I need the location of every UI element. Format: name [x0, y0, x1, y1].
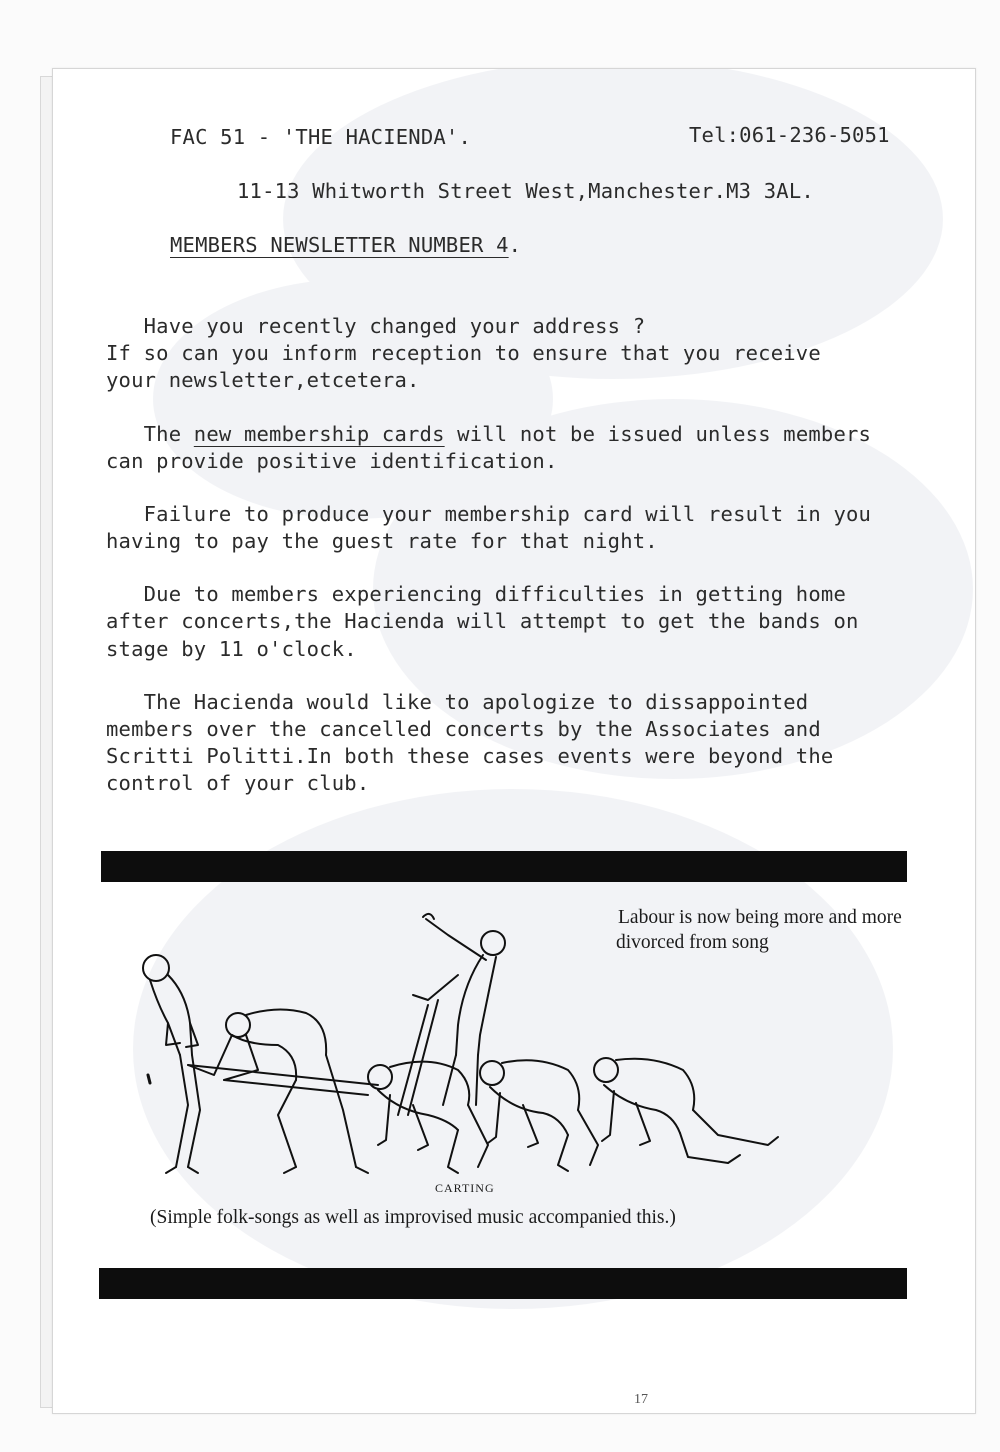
- figure-label: CARTING: [435, 1181, 495, 1195]
- new-membership-cards-phrase: new membership cards: [193, 422, 445, 446]
- newsletter-title-text: MEMBERS NEWSLETTER NUMBER 4: [170, 233, 509, 257]
- top-black-bar: [101, 851, 907, 882]
- header-telephone: Tel:061-236-5051: [689, 123, 890, 147]
- paragraph-2-rest: will not be issued unless members: [444, 422, 872, 446]
- paragraph-5-line-3: Scritti Politti.In both these cases events were beyond the: [106, 744, 834, 768]
- paragraph-3-line-1: Failure to produce your membership card will result in you: [106, 502, 872, 526]
- paragraph-5-line-2: members over the cancelled concerts by the Associates and: [106, 717, 821, 741]
- bottom-black-bar: [99, 1268, 907, 1299]
- newsletter-title: [170, 232, 521, 259]
- illustration-caption: (Simple folk-songs as well as improvised music accompanied this.): [150, 1207, 676, 1228]
- quote-line-1: Labour is now being more and more: [618, 907, 902, 928]
- paragraph-1-line-2: If so can you inform reception to ensure that you receive: [106, 341, 821, 365]
- paragraph-3-line-2: having to pay the guest rate for that night.: [106, 529, 658, 553]
- paragraph-1-line-3: your newsletter,etcetera.: [106, 368, 420, 392]
- paragraph-2-line-2: can provide positive identification.: [106, 449, 558, 473]
- carting-illustration: [128, 905, 808, 1180]
- header-address: 11-13 Whitworth Street West,Manchester.M3 3AL.: [237, 179, 814, 203]
- paragraph-2-line-1: [106, 421, 871, 448]
- paragraph-1-line-1: Have you recently changed your address ?: [106, 314, 646, 338]
- newsletter-title-period: .: [508, 233, 522, 257]
- paragraph-2-lead: The: [106, 422, 194, 446]
- paragraph-5-line-4: control of your club.: [106, 771, 370, 795]
- header-title: FAC 51 - 'THE HACIENDA'.: [170, 125, 472, 149]
- paragraph-5-line-1: The Hacienda would like to apologize to dissappointed: [106, 690, 809, 714]
- quote-line-2: divorced from song: [616, 932, 769, 953]
- page-number: 17: [634, 1392, 648, 1407]
- paragraph-4-line-3: stage by 11 o'clock.: [106, 637, 357, 661]
- paragraph-4-line-1: Due to members experiencing difficulties in getting home: [106, 582, 846, 606]
- paragraph-4-line-2: after concerts,the Hacienda will attempt to get the bands on: [106, 609, 859, 633]
